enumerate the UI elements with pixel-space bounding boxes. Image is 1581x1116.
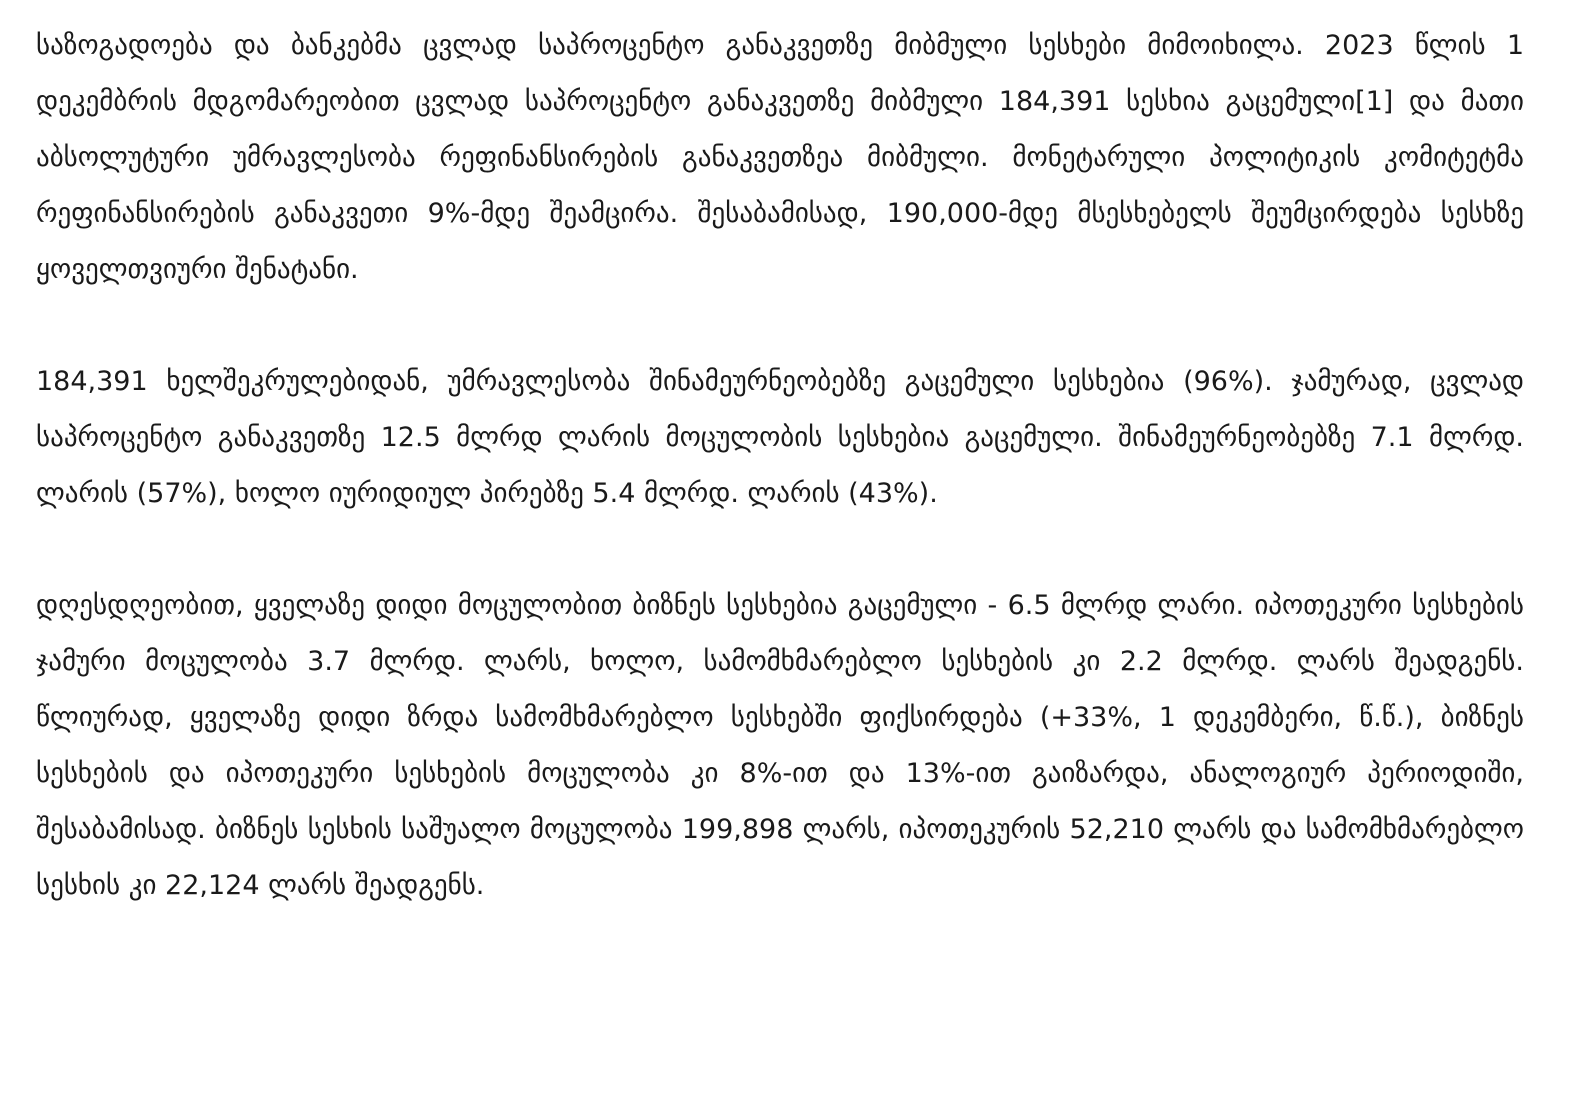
paragraph-variable-rate-loans: საზოგადოება და ბანკებმა ცვლად საპროცენტო განაკვეთზე მიბმული სესხები მიმოიხილა. 2023 წლის 1 დეკემბრის მდგომარეობით ცვლად საპროცენტო განაკვეთზე მიბმული 184,391 სესხია გაცემული[1] და მათი აბსოლუტური უმრავლესობა რეფინანსირების განაკვეთზეა მიბმული. მონეტარული პოლიტიკის კომიტეტმა რეფინანსირების განაკვეთი 9%-მდე შეამცირა. შესაბამისად, 190,000-მდე მსესხებელს შეუმცირდება სესხზე ყოველთვიური შენატანი. — [36, 30, 1524, 285]
paragraph-contracts-breakdown: 184,391 ხელშეკრულებიდან, უმრავლესობა შინამეურნეობებზე გაცემული სესხებია (96%). ჯამურად, ცვლად საპროცენტო განაკვეთზე 12.5 მლრდ ლარის მოცულობის სესხებია გაცემული. შინამეურნეობებზე 7.1 მლრდ. ლარის (57%), ხოლო იურიდიულ პირებზე 5.4 მლრდ. ლარის (43%). — [36, 366, 1524, 509]
document-body — [36, 18, 1524, 914]
paragraph-loan-volumes: დღესდღეობით, ყველაზე დიდი მოცულობით ბიზნეს სესხებია გაცემული - 6.5 მლრდ ლარი. იპოთეკური სესხების ჯამური მოცულობა 3.7 მლრდ. ლარს, ხოლო, სამომხმარებლო სესხების კი 2.2 მლრდ. ლარს შეადგენს. წლიურად, ყველაზე დიდი ზრდა სამომხმარებლო სესხებში ფიქსირდება (+33%, 1 დეკემბერი, წ.წ.), ბიზნეს სესხების და იპოთეკური სესხების მოცულობა კი 8%-ით და 13%-ით გაიზარდა, ანალოგიურ პერიოდიში, შესაბამისად. ბიზნეს სესხის საშუალო მოცულობა 199,898 ლარს, იპოთეკურის 52,210 ლარს და სამომხმარებლო სესხის კი 22,124 ლარს შეადგენს. — [36, 590, 1524, 901]
